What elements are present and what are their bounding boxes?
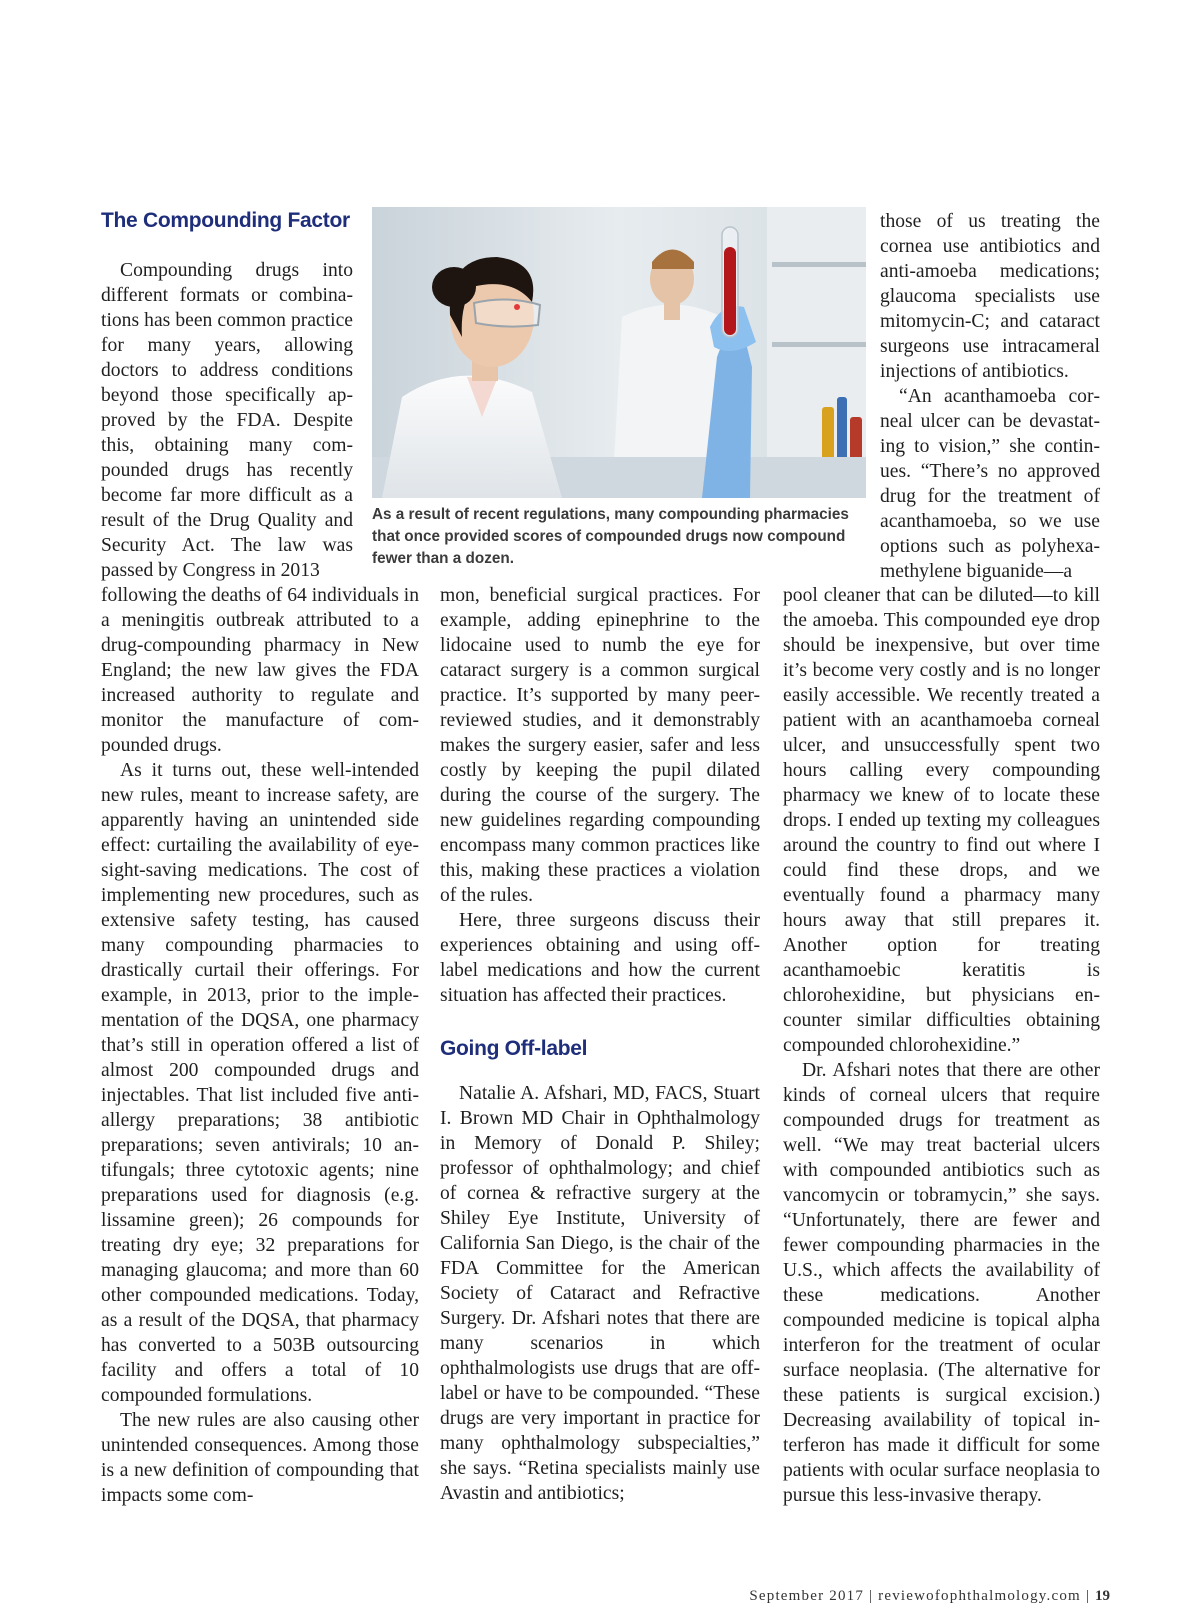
page-number: 19 xyxy=(1095,1588,1110,1604)
paragraph: The new rules are also causing other unintended consequences. Among those is a new definition of compounding that impacts some com- xyxy=(101,1410,419,1506)
paragraph: As it turns out, these well-intended new rules, meant to increase safety, are apparently having an unintended side effect: curtailing the availability of eyesight-saving medications. The cost of implementing new procedures, such as extensive safety testing, has caused many compounding pharmacies to drastically curtail their offerings. For example, in 2013, prior to the implementation of the DQSA, one pharmacy that’s still in operation offered a list of almost 200 compounded drugs and injectables. That list included five anti-allergy preparations; 38 antibiotic preparations; seven antivirals; 10 antifungals; three cytotoxic agents; nine preparations used for diagnosis (e.g. lissamine green); 26 compounds for treating dry eye; 32 preparations for managing glaucoma; and more than 60 other compounded medications. Today, as a result of the DQSA, that pharmacy has converted to a 503B outsourcing facility and offers a total of 10 compounded formulations. xyxy=(101,760,419,1406)
column-2-top-text xyxy=(440,583,760,1008)
lab-scientist-illustration xyxy=(372,207,866,498)
section-heading-going-off-label: Going Off-label xyxy=(440,1037,588,1060)
footer-separator: | xyxy=(869,1588,874,1604)
column-3-bottom-text xyxy=(783,583,1100,1508)
paragraph: those of us treating the cornea use antibiotics and anti-amoeba medications; glaucoma specialists use mitomycin-C; and cataract surgeons use intracameral injections of antibiotics. xyxy=(880,211,1100,382)
paragraph: pool cleaner that can be diluted—to kill the amoeba. This compounded eye drop should be inexpensive, but over time it’s become very costly and is no longer easily accessible. We recently treated a patient with an acanthamoeba corneal ulcer, and unsuccessfully spent two hours calling every compounding pharmacy we knew of to locate these drops. I ended up texting my colleagues around the country to find out where I could find these drops, and we eventually found a pharmacy many hours away that still prepares it. Another option for treating acanthamoebic keratitis is chlorohexidine, but physicians encounter similar difficulties obtaining compounded chlorohexidine.” xyxy=(783,585,1100,1056)
column-1-bottom-text xyxy=(101,583,419,1508)
website: reviewofophthalmology.com xyxy=(878,1588,1081,1604)
column-2-bottom-text xyxy=(440,1081,760,1506)
paragraph: Here, three surgeons discuss their experiences obtaining and using off-label medications and how the current situation has affected their practices. xyxy=(440,910,760,1006)
issue-date: September 2017 xyxy=(749,1588,865,1604)
column-1-top-text xyxy=(101,258,353,583)
paragraph: “An acanthamoeba corneal ulcer can be devastating to vision,” she continues. “There’s no approved drug for the treatment of acanthamoeba, so we use options such as polyhexamethylene biguanide—a xyxy=(880,386,1100,582)
footer-separator: | xyxy=(1085,1588,1091,1604)
paragraph: Dr. Afshari notes that there are other kinds of corneal ulcers that require compounded drugs for treatment as well. “We may treat bacterial ulcers with compounded antibiotics such as vancomycin or tobramycin,” she says. “Unfortunately, there are fewer and fewer compounding pharmacies in the U.S., which affects the availability of these medications. Another compounded medicine is topical alpha interferon for the treatment of ocular surface neoplasia. (The alternative for these patients is surgical excision.) Decreasing availability of topical interferon has made it difficult for some patients with ocular surface neoplasia to pursue this less-invasive therapy. xyxy=(783,1060,1100,1506)
paragraph: Natalie A. Afshari, MD, FACS, Stuart I. Brown MD Chair in Ophthalmology in Memory of Donald P. Shiley; professor of ophthalmology; and chief of cornea & refractive surgery at the Shiley Eye Institute, University of California San Diego, is the chair of the FDA Committee for the American Society of Cataract and Refractive Surgery. Dr. Afshari notes that there are many scenarios in which ophthalmologists use drugs that are off-label or have to be compounded. “These drugs are very important in practice for many ophthalmology subspecialties,” she says. “Retina specialists mainly use Avastin and antibiotics; xyxy=(440,1083,760,1504)
paragraph: following the deaths of 64 individuals in a meningitis outbreak attributed to a drug-compounding pharmacy in New England; the new law gives the FDA increased authority to regulate and monitor the manufacture of compounded drugs. xyxy=(101,585,419,756)
section-heading-compounding-factor: The Compounding Factor xyxy=(101,209,350,232)
lab-scientist-photo xyxy=(372,207,866,498)
paragraph: mon, beneficial surgical practices. For example, adding epinephrine to the lidocaine used to numb the eye for cataract surgery is a common surgical practice. It’s supported by many peer-reviewed studies, and it demonstrably makes the surgery easier, safer and less costly by keeping the pupil dilated during the course of the surgery. The new guidelines regarding compounding encompass many common practices like this, making these practices a violation of the rules. xyxy=(440,585,760,906)
photo-caption: As a result of recent regulations, many compounding pharmacies that once provided scores of compounded drugs now compound fewer than a dozen. xyxy=(372,506,849,567)
paragraph: Compounding drugs into different formats or combinations has been common practice for many years, allowing doctors to address conditions beyond those specifically approved by the FDA. Despite this, obtaining many compounded drugs has recently become far more difficult as a result of the Drug Quality and Security Act. The law was passed by Congress in 2013 xyxy=(101,260,353,581)
page-footer xyxy=(749,1588,1110,1605)
column-3-top-text xyxy=(880,209,1100,584)
